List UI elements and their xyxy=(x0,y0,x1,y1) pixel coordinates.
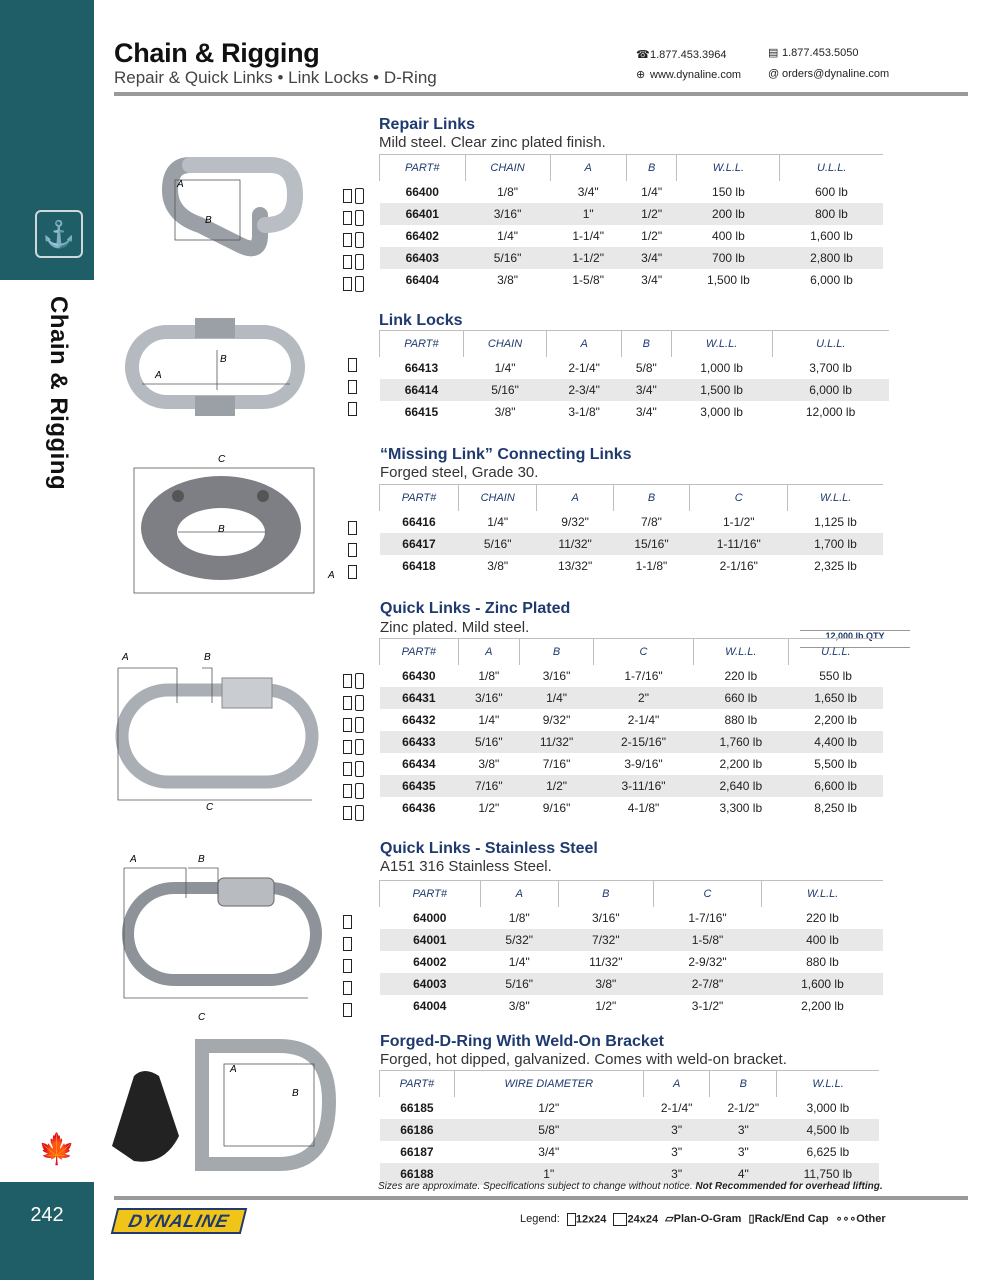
quick-zinc-desc: Zinc plated. Mild steel. xyxy=(380,619,530,636)
marker-row xyxy=(343,757,364,779)
table-header-row xyxy=(380,639,884,665)
sidebar-bottom xyxy=(0,1182,94,1280)
table-row: 64004 3/8" 1/2" 3-1/2" 2,200 lb xyxy=(413,998,844,1013)
phone-icon: ☎ xyxy=(636,49,650,61)
hook-icon: ⚓ xyxy=(35,210,83,258)
vertical-category-title: Chain & Rigging xyxy=(45,296,72,491)
col-a: A xyxy=(480,881,558,907)
quick-ss-markers xyxy=(343,910,355,1020)
small-box-icon xyxy=(567,1213,576,1226)
dim-label-a: A xyxy=(328,570,335,581)
table-row: 66416 1/4" 9/32" 7/8" 1-1/2" 1,125 lb xyxy=(402,514,857,529)
dim-label-b: B xyxy=(205,215,212,226)
col-ull: U.L.L. xyxy=(780,155,883,181)
table-row: 66414 5/16" 2-3/4" 3/4" 1,500 lb 6,000 lb xyxy=(380,379,890,401)
table-row: 66431 3/16" 1/4" 2" 660 lb 1,650 lb xyxy=(380,687,884,709)
table-row: 66401 3/16" 1" 1/2" 200 lb 800 lb xyxy=(380,203,884,225)
at-icon: @ xyxy=(768,68,780,80)
col-a: A xyxy=(547,331,622,357)
dim-label-b: B xyxy=(220,354,227,365)
marker-row xyxy=(343,206,364,228)
dim-label-b: B xyxy=(218,524,225,535)
col-b: B xyxy=(626,155,677,181)
table-row: 66188 1" 3" 4" 11,750 lb xyxy=(380,1163,880,1185)
table-row: 66417 5/16" 11/32" 15/16" 1-11/16" 1,700 lb xyxy=(380,533,884,555)
col-ull: U.L.L. xyxy=(772,331,889,357)
repair-links-desc: Mild steel. Clear zinc plated finish. xyxy=(379,134,606,151)
d-ring-title: Forged-D-Ring With Weld-On Bracket xyxy=(380,1033,664,1050)
col-part: PART# xyxy=(380,331,464,357)
marker-row xyxy=(348,538,360,560)
missing-link-desc: Forged steel, Grade 30. xyxy=(380,464,539,481)
d-ring-table xyxy=(379,1070,879,1185)
missing-link-table xyxy=(379,484,883,577)
planogram-icon: ▱ xyxy=(665,1213,674,1225)
marker-row xyxy=(343,998,355,1020)
missing-link-markers xyxy=(348,516,360,582)
marker-row xyxy=(348,353,360,375)
col-wll: W.L.L. xyxy=(788,485,883,511)
fax-icon: ▤ xyxy=(768,47,779,59)
quick-ss-title: Quick Links - Stainless Steel xyxy=(380,840,598,857)
col-c: C xyxy=(653,881,762,907)
table-header-row xyxy=(380,881,884,907)
quick-link-stainless-image xyxy=(118,850,328,1025)
col-b: B xyxy=(519,639,593,665)
col-wll: W.L.L. xyxy=(777,1071,879,1097)
side-tag: 12,000 lb QTY xyxy=(800,630,910,648)
repair-link-image xyxy=(160,145,305,270)
legend-12x24: 12x24 xyxy=(567,1213,607,1226)
quick-zinc-title: Quick Links - Zinc Plated xyxy=(380,600,571,617)
table-header-row xyxy=(380,155,884,181)
table-row: 66185 1/2" 2-1/4" 2-1/2" 3,000 lb xyxy=(400,1100,850,1115)
table-row: 64003 5/16" 3/8" 2-7/8" 1,600 lb xyxy=(380,973,884,995)
table-row: 66418 3/8" 13/32" 1-1/8" 2-1/16" 2,325 lb xyxy=(402,558,857,573)
email-contact[interactable]: @ orders@dynaline.com xyxy=(768,68,890,80)
table-row: 66432 1/4" 9/32" 2-1/4" 880 lb 2,200 lb xyxy=(402,712,857,727)
col-wll: W.L.L. xyxy=(762,881,883,907)
col-wll: W.L.L. xyxy=(677,155,780,181)
dynaline-logo: DYNALINE xyxy=(111,1208,247,1234)
col-c: C xyxy=(594,639,694,665)
legend xyxy=(520,1212,886,1226)
legend-other: ∘∘∘Other xyxy=(835,1213,886,1225)
missing-link-image xyxy=(128,450,343,600)
table-row: 66433 5/16" 11/32" 2-15/16" 1,760 lb 4,400 lb xyxy=(380,731,884,753)
table-header-row xyxy=(380,331,890,357)
dim-label-c: C xyxy=(206,802,214,813)
table-row: 66430 1/8" 3/16" 1-7/16" 220 lb 550 lb xyxy=(402,668,852,683)
table-row: 64002 1/4" 11/32" 2-9/32" 880 lb xyxy=(413,954,839,969)
fax-contact: ▤ 1.877.453.5050 xyxy=(768,47,859,59)
repair-links-table xyxy=(379,154,883,291)
marker-row xyxy=(343,976,355,998)
legend-24x24: 24x24 xyxy=(613,1213,658,1226)
header-rule xyxy=(114,92,968,96)
repair-links-markers xyxy=(343,184,364,294)
repair-links-title: Repair Links xyxy=(379,116,476,133)
marker-row xyxy=(343,691,364,713)
table-row: 66402 1/4" 1-1/4" 1/2" 400 lb 1,600 lb xyxy=(405,228,853,243)
d-ring-image xyxy=(104,1036,339,1176)
table-row: 66400 1/8" 3/4" 1/4" 150 lb 600 lb xyxy=(405,184,848,199)
page-title: Chain & Rigging xyxy=(114,38,320,68)
marker-row xyxy=(348,516,360,538)
marker-row xyxy=(343,910,355,932)
col-a: A xyxy=(550,155,626,181)
marker-row xyxy=(343,954,355,976)
col-ull: U.L.L. xyxy=(788,639,883,665)
table-row: 66415 3/8" 3-1/8" 3/4" 3,000 lb 12,000 lb xyxy=(404,404,856,419)
col-wll: W.L.L. xyxy=(671,331,772,357)
rack-icon: ▯ xyxy=(748,1213,755,1225)
marker-row xyxy=(348,375,360,397)
dim-label-a: A xyxy=(230,1064,237,1075)
col-part: PART# xyxy=(380,1071,455,1097)
marker-row xyxy=(343,272,364,294)
quick-link-zinc-image xyxy=(112,648,322,828)
legend-plan-o-gram: ▱Plan-O-Gram xyxy=(665,1213,742,1225)
marker-row xyxy=(343,713,364,735)
table-row: 66413 1/4" 2-1/4" 5/8" 1,000 lb 3,700 lb xyxy=(404,360,852,375)
page-subtitle: Repair & Quick Links • Link Locks • D-Ring xyxy=(114,68,437,87)
maple-leaf-icon: 🍁 xyxy=(38,1133,76,1166)
globe-icon: ⊕ xyxy=(636,69,646,81)
col-part: PART# xyxy=(380,881,481,907)
web-contact[interactable]: ⊕ www.dynaline.com xyxy=(636,69,742,81)
table-row: 66187 3/4" 3" 3" 6,625 lb xyxy=(400,1144,850,1159)
table-header-row xyxy=(380,485,884,511)
legend-label: Legend: xyxy=(520,1213,560,1225)
marker-row xyxy=(343,801,364,823)
dim-label-c: C xyxy=(218,454,226,465)
other-dots-icon: ∘∘∘ xyxy=(835,1213,857,1225)
dim-label-b: B xyxy=(198,854,205,865)
col-part: PART# xyxy=(380,155,466,181)
col-b: B xyxy=(710,1071,777,1097)
d-ring-desc: Forged, hot dipped, galvanized. Comes with weld-on bracket. xyxy=(380,1051,787,1068)
table-row: 66186 5/8" 3" 3" 4,500 lb xyxy=(380,1119,880,1141)
missing-link-title: “Missing Link” Connecting Links xyxy=(380,446,632,463)
dim-label-b: B xyxy=(204,652,211,663)
col-a: A xyxy=(643,1071,710,1097)
footnote: Sizes are approximate. Specifications subject to change without notice. Not Recommended for overhead lifting. xyxy=(378,1181,883,1192)
marker-row xyxy=(343,184,364,206)
link-locks-table xyxy=(379,330,889,423)
table-row: 64001 5/32" 7/32" 1-5/8" 400 lb xyxy=(380,929,884,951)
marker-row xyxy=(343,250,364,272)
col-chain: CHAIN xyxy=(463,331,546,357)
col-part: PART# xyxy=(380,485,459,511)
col-wll: W.L.L. xyxy=(693,639,788,665)
dim-label-c: C xyxy=(198,1012,206,1023)
quick-ss-desc: A151 316 Stainless Steel. xyxy=(380,858,552,875)
marker-row xyxy=(343,932,355,954)
marker-row xyxy=(343,669,364,691)
col-wire-diameter: WIRE DIAMETER xyxy=(454,1071,643,1097)
table-row: 66436 1/2" 9/16" 4-1/8" 3,300 lb 8,250 lb xyxy=(402,800,857,815)
table-row: 66435 7/16" 1/2" 3-11/16" 2,640 lb 6,600 lb xyxy=(380,775,884,797)
table-header-row xyxy=(380,1071,880,1097)
table-row: 64000 1/8" 3/16" 1-7/16" 220 lb xyxy=(413,910,839,925)
quick-ss-table xyxy=(379,880,883,1017)
link-locks-markers xyxy=(348,353,360,419)
col-c: C xyxy=(690,485,788,511)
col-a: A xyxy=(537,485,613,511)
table-row: 66434 3/8" 7/16" 3-9/16" 2,200 lb 5,500 lb xyxy=(402,756,857,771)
col-chain: CHAIN xyxy=(465,155,550,181)
legend-rack-end-cap: ▯Rack/End Cap xyxy=(748,1213,829,1225)
col-part: PART# xyxy=(380,639,459,665)
link-lock-image xyxy=(120,310,310,420)
marker-row xyxy=(343,735,364,757)
table-row: 66404 3/8" 1-5/8" 3/4" 1,500 lb 6,000 lb xyxy=(405,272,853,287)
col-b: B xyxy=(613,485,689,511)
dim-label-b: B xyxy=(292,1088,299,1099)
footer-rule xyxy=(114,1196,968,1200)
quick-zinc-table xyxy=(379,638,883,819)
quick-zinc-markers xyxy=(343,669,364,823)
marker-row xyxy=(348,560,360,582)
large-box-icon xyxy=(613,1213,627,1226)
dim-label-a: A xyxy=(122,652,129,663)
col-a: A xyxy=(458,639,519,665)
phone-contact: ☎1.877.453.3964 xyxy=(636,49,727,61)
dim-label-a: A xyxy=(155,370,162,381)
marker-row xyxy=(343,779,364,801)
col-b: B xyxy=(558,881,653,907)
dim-label-a: A xyxy=(130,854,137,865)
page-number: 242 xyxy=(30,1204,64,1226)
link-locks-title: Link Locks xyxy=(379,312,463,329)
table-row: 66403 5/16" 1-1/2" 3/4" 700 lb 2,800 lb xyxy=(380,247,884,269)
col-chain: CHAIN xyxy=(458,485,536,511)
marker-row xyxy=(343,228,364,250)
marker-row xyxy=(348,397,360,419)
col-b: B xyxy=(622,331,672,357)
dim-label-a: A xyxy=(177,179,184,190)
